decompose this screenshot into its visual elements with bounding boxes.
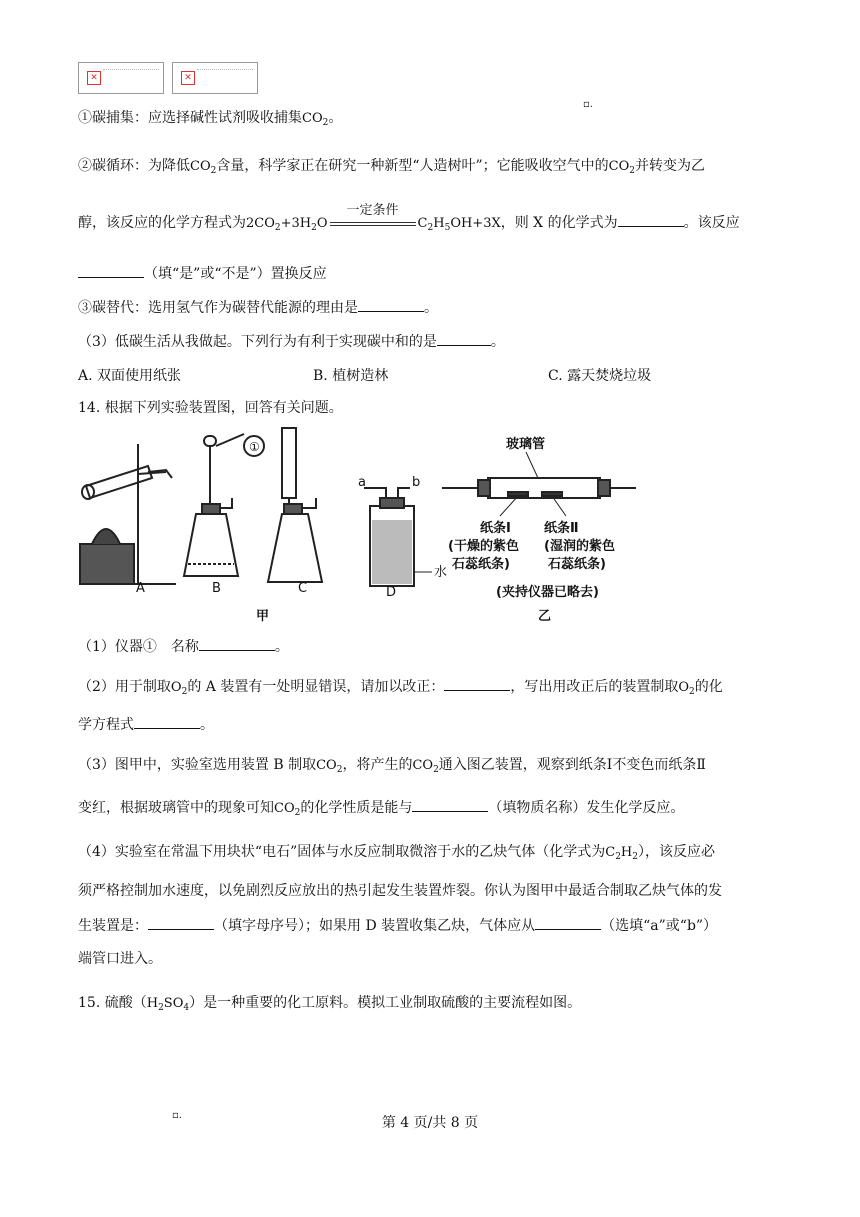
broken-image bbox=[172, 62, 258, 94]
carbon-cycle-line: ②碳循环：为降低$CO_2$含量，科学家正在研究一种新型“人造树叶”；它能吸收空气中的$CO_2$并转变为乙 bbox=[78, 158, 706, 176]
answer-blank[interactable] bbox=[199, 636, 275, 651]
option-b: B. 植树造林 bbox=[313, 368, 389, 384]
carbon-substitute-line: ③碳替代：选用氢气作为碳替代能源的理由是 。 bbox=[78, 297, 438, 318]
label-d: D bbox=[386, 585, 397, 600]
label-clamp-note: (夹持仪器已略去) bbox=[496, 585, 599, 600]
q14-part-2-cont: 学方程式 。 bbox=[78, 714, 214, 735]
label-a-port: a bbox=[358, 475, 366, 490]
broken-image-icon: ✕ bbox=[181, 71, 195, 85]
label-yi: 乙 bbox=[538, 609, 552, 624]
label-paper-2-desc: (湿润的紫色 bbox=[544, 539, 615, 554]
label-b: B bbox=[212, 581, 221, 596]
q14-part-3-cont: 变红，根据玻璃管中的现象可知$CO_2$的化学性质是能与 （填物质名称）发生化学反应。 bbox=[78, 797, 684, 823]
option-c: C. 露天焚烧垃圾 bbox=[548, 368, 652, 384]
q14-part-4-cont2: 生装置是： （填字母序号）；如果用 D 装置收集乙炔，气体应从 （选填“a”或“b”） bbox=[78, 915, 717, 936]
equation-line: 醇，该反应的化学方程式为$2CO_2+3H_2O$ 一定条件 $C_2H_5OH+3X$，则 X 的化学式为 。该反应 bbox=[78, 203, 740, 233]
low-carbon-question: （3）低碳生活从我做起。下列行为有利于实现碳中和的是 。 bbox=[78, 331, 505, 352]
label-c: C bbox=[298, 581, 308, 596]
broken-image bbox=[78, 62, 164, 94]
q14-part-4-cont3: 端管口进入。 bbox=[78, 951, 162, 967]
q14-title: 14. 根据下列实验装置图，回答有关问题。 bbox=[78, 400, 343, 416]
apparatus-yi bbox=[442, 452, 636, 516]
label-circle-1: ① bbox=[249, 440, 260, 454]
answer-blank[interactable] bbox=[78, 263, 144, 278]
label-water: 水 bbox=[434, 565, 448, 580]
q14-part-1: （1）仪器① 名称 。 bbox=[78, 636, 289, 657]
label-glass-tube: 玻璃管 bbox=[506, 437, 546, 452]
answer-blank[interactable] bbox=[535, 915, 601, 930]
dot-mark: ▫. bbox=[172, 1110, 182, 1121]
answer-blank[interactable] bbox=[134, 714, 200, 729]
dot-mark: ▫. bbox=[583, 99, 593, 110]
answer-blank[interactable] bbox=[148, 915, 214, 930]
answer-blank[interactable] bbox=[412, 797, 488, 812]
label-paper-2-desc2: 石蕊纸条) bbox=[548, 557, 606, 572]
q14-part-4: （4）实验室在常温下用块状“电石”固体与水反应制取微溶于水的乙炔气体（化学式为$C_2H_2$），该反应必 bbox=[78, 844, 715, 862]
label-paper-1-desc: (干燥的紫色 bbox=[448, 539, 519, 554]
answer-blank[interactable] bbox=[618, 212, 684, 227]
option-a: A. 双面使用纸张 bbox=[78, 368, 182, 384]
q14-part-3: （3）图甲中，实验室选用装置 B 制取$CO_2$，将产生的$CO_2$通入图乙装置，观察到纸条Ⅰ不变色而纸条Ⅱ bbox=[78, 757, 706, 775]
carbon-capture-line: ①碳捕集：应选择碱性试剂吸收捕集$CO_2$。 bbox=[78, 110, 343, 128]
label-a: A bbox=[136, 581, 145, 596]
label-paper-2: 纸条Ⅱ bbox=[544, 521, 579, 536]
q15-title: 15. 硫酸$(H_2SO_4)$是一种重要的化工原料。模拟工业制取硫酸的主要流程如图。 bbox=[78, 995, 582, 1013]
label-paper-1-desc2: 石蕊纸条) bbox=[452, 557, 510, 572]
answer-blank[interactable] bbox=[444, 676, 510, 691]
q14-part-2: （2）用于制取$O_2$的 A 装置有一处明显错误，请加以改正： ，写出用改正后的装置制取$O_2$的化 bbox=[78, 676, 723, 702]
apparatus-c bbox=[268, 428, 322, 582]
apparatus-d bbox=[364, 488, 432, 586]
displacement-line: （填“是”或“不是”）置换反应 bbox=[78, 263, 327, 284]
label-b-port: b bbox=[412, 475, 421, 490]
answer-blank[interactable] bbox=[437, 331, 491, 346]
answer-blank[interactable] bbox=[358, 297, 424, 312]
label-paper-1: 纸条Ⅰ bbox=[480, 521, 511, 536]
apparatus-a bbox=[80, 444, 176, 584]
label-jia: 甲 bbox=[256, 609, 270, 624]
broken-image-icon: ✕ bbox=[87, 71, 101, 85]
reaction-condition: 一定条件 bbox=[328, 213, 418, 233]
page-footer: 第 4 页/共 8 页 bbox=[381, 1115, 479, 1131]
apparatus-b bbox=[184, 434, 264, 576]
q14-part-4-cont: 须严格控制加水速度，以免剧烈反应放出的热引起发生装置炸裂。你认为图甲中最适合制取乙炔气体的发 bbox=[78, 883, 722, 899]
apparatus-figure bbox=[76, 424, 644, 624]
